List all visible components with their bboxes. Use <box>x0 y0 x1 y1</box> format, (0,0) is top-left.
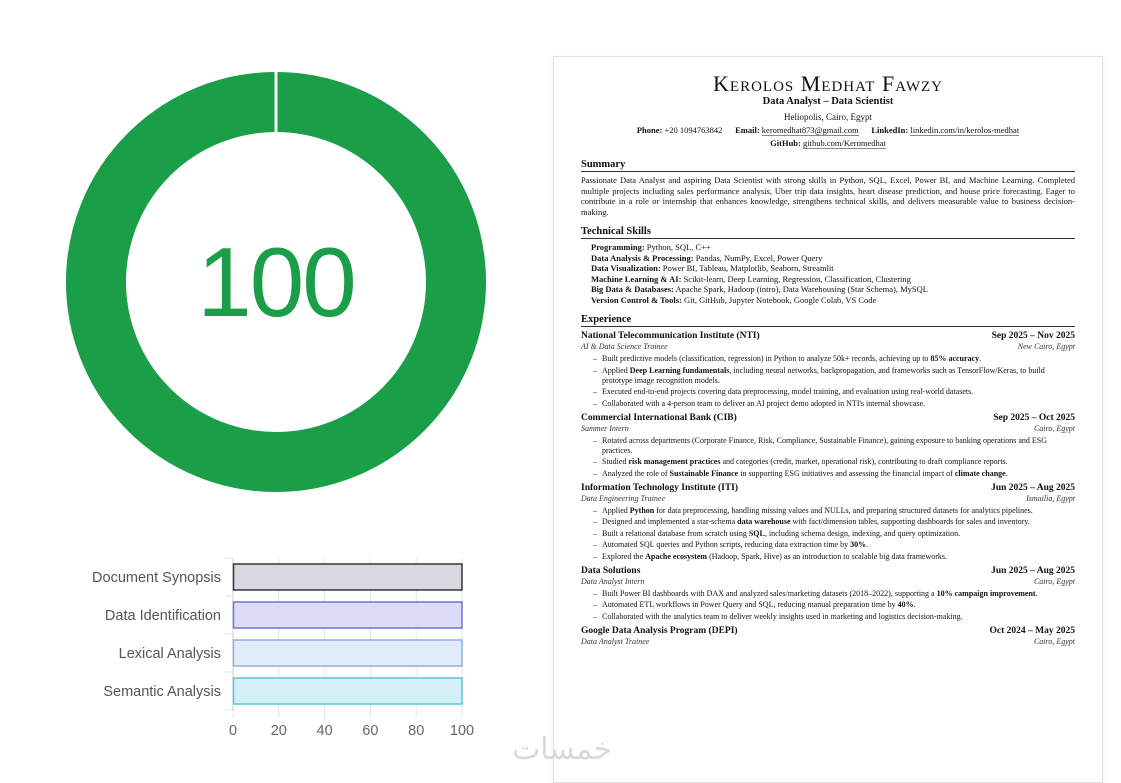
bar <box>234 564 463 590</box>
bullet-emphasis: data warehouse <box>737 517 791 526</box>
job-place: Cairo, Egypt <box>1033 423 1075 433</box>
skill-label: Machine Learning & AI: <box>591 273 682 284</box>
job-bullets <box>581 354 1075 409</box>
skills-list <box>581 242 1075 305</box>
job-dates: Sep 2025 – Oct 2025 <box>993 412 1075 423</box>
job-bullet: – Collaborated with the analytics team to deliver weekly insights used in marketing and logistics decision-making. <box>593 612 1075 622</box>
job-bullet: – Applied Deep Learning fundamentals, including neural networks, backpropagation, and frameworks such as TensorFlow/Keras, to build prototype image recognition models. <box>593 366 1075 386</box>
job-dates: Oct 2024 – May 2025 <box>989 625 1075 636</box>
skills-heading: Technical Skills <box>581 225 1075 239</box>
job-bullets <box>581 506 1075 562</box>
job-bullet: – Built Power BI dashboards with DAX and analyzed sales/marketing datasets (2018–2022), supporting a 10% campaign improvement. <box>593 589 1075 599</box>
resume-page <box>553 56 1103 783</box>
x-tick-label: 40 <box>316 723 333 739</box>
skill-value: Scikit-learn, Deep Learning, Regression, Classification, Clustering <box>683 273 911 284</box>
bullet-emphasis: Python <box>629 505 655 515</box>
bullet-emphasis: 30% <box>850 540 867 549</box>
skill-value: Python, SQL, C++ <box>646 242 711 252</box>
category-label: Data Identification <box>104 608 221 624</box>
bullet-emphasis: 40% <box>897 600 914 609</box>
job-bullet: – Collaborated with a 4-person team to deliver an AI project demo adopted in NTI's internal showcase. <box>593 399 1075 409</box>
job-org: Information Technology Institute (ITI) <box>581 482 739 493</box>
job-bullet: – Automated SQL queries and Python scripts, reducing data extraction time by 30%. <box>593 540 1075 550</box>
skill-value: Power BI, Tableau, Matplotlib, Seaborn, Streamlit <box>662 263 834 273</box>
category-label: Semantic Analysis <box>103 684 221 700</box>
chart-bars <box>234 564 463 704</box>
job-org: National Telecommunication Institute (NTI) <box>581 331 760 341</box>
linkedin-link[interactable]: linkedin.com/in/kerolos-medhat <box>910 125 1020 135</box>
linkedin-label: LinkedIn: <box>871 125 909 135</box>
job-subheader <box>581 577 1075 587</box>
job-org: Data Solutions <box>581 565 641 576</box>
job-header <box>581 565 1075 577</box>
job-dates: Jun 2025 – Aug 2025 <box>991 482 1075 493</box>
job-dates: Jun 2025 – Aug 2025 <box>991 565 1075 576</box>
bullet-emphasis: 85% accuracy <box>930 354 980 363</box>
email-link[interactable]: keromedhat873@gmail.com <box>761 125 859 135</box>
job-place: Ismailia, Egypt <box>1026 493 1075 503</box>
job-subheader <box>581 637 1075 647</box>
skill-label: Programming: <box>591 242 645 252</box>
skill-label: Data Visualization: <box>591 263 661 273</box>
phone-value: +20 1094763842 <box>664 125 723 135</box>
job-subheader <box>581 494 1075 504</box>
bullet-emphasis: 10% campaign improvement <box>936 588 1036 598</box>
job-org: Commercial International Bank (CIB) <box>581 412 737 423</box>
job-bullet: – Designed and implemented a star-schema data warehouse with fact/dimension tables, supporting dashboards for sales and inventory. <box>593 517 1075 527</box>
resume-title: Data Analyst – Data Scientist <box>762 96 894 107</box>
resume-github-line <box>581 137 1075 150</box>
github-label: GitHub: <box>770 138 801 148</box>
job-header <box>581 330 1075 342</box>
job-header <box>581 482 1075 494</box>
category-label: Lexical Analysis <box>118 646 221 662</box>
job-dates: Sep 2025 – Nov 2025 <box>991 331 1075 341</box>
skill-row <box>591 284 1075 295</box>
job-entry <box>581 330 1075 409</box>
job-place: Cairo, Egypt <box>1033 636 1075 646</box>
skill-row <box>591 242 1075 253</box>
skill-label: Version Control & Tools: <box>591 294 682 305</box>
chart-rows <box>92 570 221 700</box>
job-role: Data Engineering Trainee <box>581 493 665 503</box>
job-bullet: – Explored the Apache ecosystem (Hadoop, Spark, Hive) as an introduction to scalable big data frameworks. <box>593 552 1075 562</box>
job-subheader <box>581 342 1075 352</box>
job-place: Cairo, Egypt <box>1033 576 1075 586</box>
job-role: Data Analyst Intern <box>581 576 645 586</box>
bar <box>234 640 463 666</box>
job-entry <box>581 412 1075 479</box>
skill-row <box>591 295 1075 306</box>
category-label: Document Synopsis <box>92 570 221 586</box>
skill-row <box>591 263 1075 274</box>
skill-label: Data Analysis & Processing: <box>591 252 694 263</box>
job-bullets <box>581 436 1075 479</box>
resume-contact-line <box>581 124 1075 137</box>
job-subheader <box>581 424 1075 434</box>
job-header <box>581 412 1075 424</box>
job-role: Summer Intern <box>581 423 629 433</box>
job-bullet: – Automated ETL workflows in Power Query and SQL, reducing manual preparation time by 40%. <box>593 600 1075 610</box>
resume-name: Kerolos Medhat Fawzy <box>713 71 943 96</box>
summary-heading: Summary <box>581 158 1075 172</box>
job-bullets <box>581 589 1075 622</box>
job-bullet: – Analyzed the role of Sustainable Finance in supporting ESG initiatives and assessing the financial impact of climate change. <box>593 469 1075 479</box>
job-bullet: – Built a relational database from scratch using SQL, including schema design, indexing, and query optimization. <box>593 529 1075 539</box>
x-tick-label: 100 <box>449 723 475 739</box>
summary-text: Passionate Data Analyst and aspiring Data Scientist with strong skills in Python, SQL, Excel, Power BI, and Machine Learning. Completed multiple projects including sales performance analysis, Uber trip data insights, heart disease prediction, and house price forecasting. Eager to contribute in a role or internship that enhances knowledge, strengthens technical skills, and delivers measurable value to business decision-making. <box>581 175 1075 217</box>
bar <box>234 602 463 628</box>
skill-label: Big Data & Databases: <box>591 284 674 294</box>
job-org: Google Data Analysis Program (DEPI) <box>581 625 738 636</box>
job-entry <box>581 625 1075 647</box>
job-bullet: – Built predictive models (classification, regression) in Python to analyze 50k+ records, achieving up to 85% accuracy. <box>593 354 1075 364</box>
x-tick-label: 60 <box>362 723 379 739</box>
x-tick-label: 80 <box>408 723 425 739</box>
bullet-emphasis: Sustainable Finance <box>669 468 739 478</box>
bullet-emphasis: Deep Learning fundamentals <box>629 365 730 375</box>
phone-label: Phone: <box>636 125 663 135</box>
github-link[interactable]: github.com/Keromedhat <box>802 138 886 148</box>
skill-value: Pandas, NumPy, Excel, Power Query <box>695 252 823 263</box>
job-bullet: – Executed end-to-end projects covering data preprocessing, model training, and evaluation using real-world datasets. <box>593 387 1075 397</box>
bar <box>234 678 463 704</box>
score-value: 100 <box>197 226 355 337</box>
job-bullet: – Applied Python for data preprocessing, handling missing values and NULLs, and preparing structured datasets for analytics pipelines. <box>593 506 1075 516</box>
job-role: AI & Data Science Trainee <box>581 342 668 351</box>
skill-value: Apache Spark, Hadoop (intro), Data Warehousing (Star Schema), MySQL <box>675 284 928 294</box>
x-tick-label: 0 <box>228 723 238 739</box>
bullet-emphasis: risk management practices <box>628 457 721 466</box>
score-gauge <box>60 66 492 498</box>
email-label: Email: <box>735 125 760 135</box>
bullet-emphasis: SQL <box>748 528 765 538</box>
experience-list <box>581 330 1075 647</box>
job-bullet: – Studied risk management practices and categories (credit, market, operational risk), contributing to draft compliance reports. <box>593 457 1075 467</box>
job-bullet: – Rotated across departments (Corporate Finance, Risk, Compliance, Sustainable Finance), gaining exposure to banking operations and ESG practices. <box>593 436 1075 456</box>
skill-row <box>591 253 1075 264</box>
job-role: Data Analyst Trainee <box>581 636 650 646</box>
job-entry <box>581 482 1075 562</box>
resume-location: Heliopolis, Cairo, Egypt <box>784 112 872 122</box>
bullet-emphasis: Apache ecosystem <box>645 551 708 561</box>
job-header <box>581 625 1075 637</box>
x-tick-label: 20 <box>270 723 287 739</box>
watermark-logo: خمسات <box>511 732 613 767</box>
skill-value: Git, GitHub, Jupyter Notebook, Google Colab, VS Code <box>684 294 877 305</box>
chart-x-ticks <box>229 723 474 739</box>
bullet-emphasis: climate change <box>954 468 1006 478</box>
job-place: New Cairo, Egypt <box>1017 342 1075 351</box>
experience-heading: Experience <box>581 313 1075 327</box>
skill-row <box>591 274 1075 285</box>
analysis-bar-chart <box>40 550 480 760</box>
job-entry <box>581 565 1075 622</box>
